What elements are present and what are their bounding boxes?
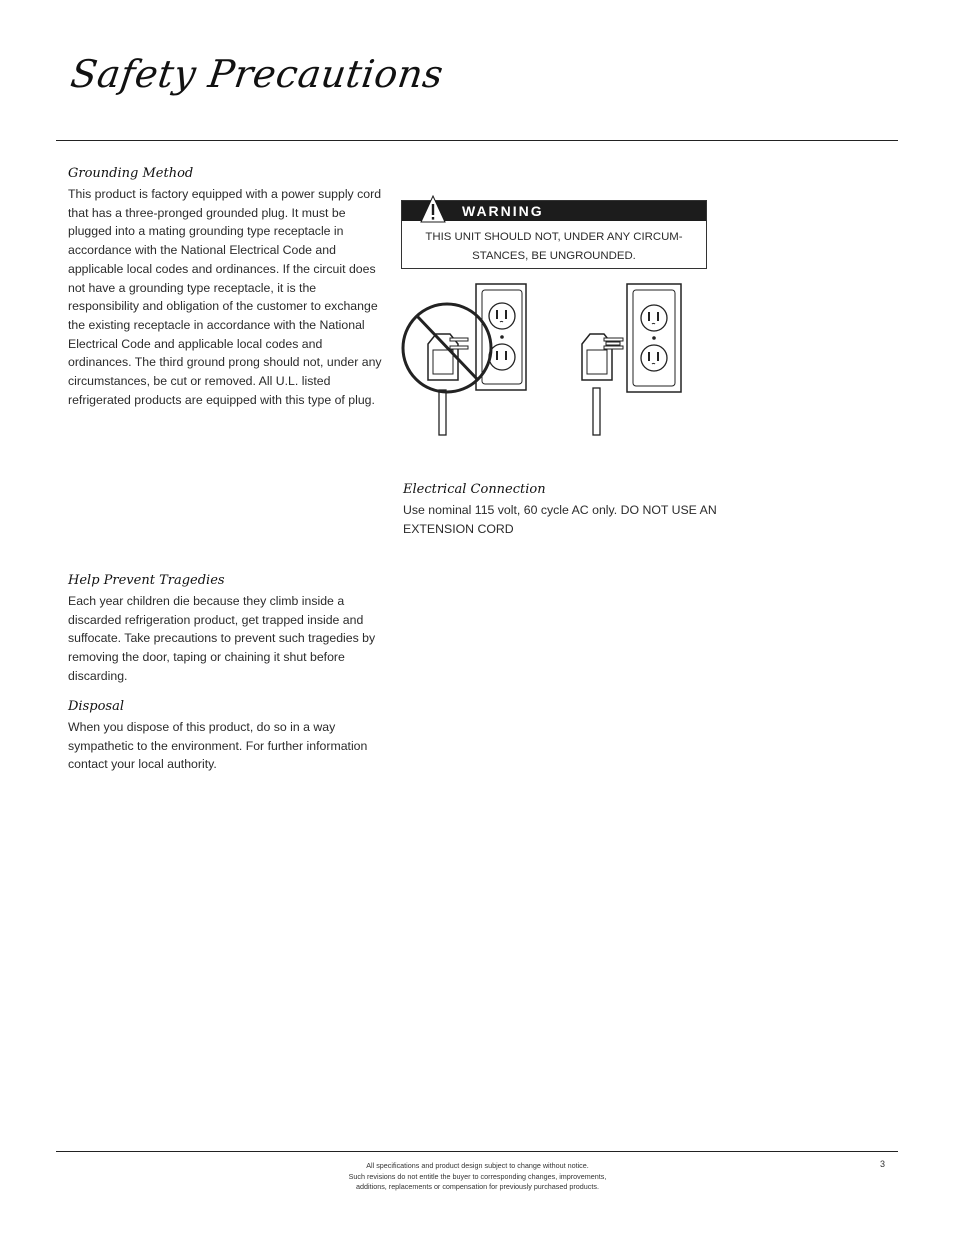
page-number: 3 [880, 1159, 886, 1169]
footer-line: Such revisions do not entitle the buyer to corresponding changes, improvements, [348, 1171, 607, 1181]
warning-box [401, 200, 707, 269]
help-prevent-tragedies-section [68, 573, 383, 686]
warning-label: WARNING [462, 203, 544, 219]
disposal-section [68, 699, 383, 774]
header-divider [56, 140, 898, 141]
plug-illustration [400, 280, 700, 445]
warning-text: THIS UNIT SHOULD NOT, UNDER ANY CIRCUM-STANCES, BE UNGROUNDED. [425, 231, 683, 262]
footer-divider [56, 1151, 898, 1152]
grounding-method-text: This product is factory equipped with a power supply cord that has a three-pronged grounded plug. It must be plugged into a mating grounding type receptacle in accordance with the National Electrical Code and applicable local codes and ordinances. If the circuit does not have a grounding type receptacle, it is the responsibility and obligation of the customer to exchange the existing receptacle in accordance with the National Electrical Code and applicable local codes and ordinances. The third ground prong should not, under any circumstances, be cut or removed. All U.L. listed refrigerated products are equipped with this type of plug. [68, 187, 382, 407]
disposal-heading: Disposal [68, 699, 124, 714]
grounding-method-section [68, 166, 383, 409]
exclamation-triangle-icon [420, 195, 446, 228]
grounding-method-heading: Grounding Method [68, 166, 194, 181]
footer-disclaimer [280, 1161, 675, 1193]
wall-outlet-icon [627, 284, 681, 392]
disposal-text: When you dispose of this product, do so in a way sympathetic to the environment. For further information contact your local authority. [68, 720, 368, 772]
electrical-connection-section [403, 482, 723, 538]
help-prevent-tragedies-text: Each year children die because they climb inside a discarded refrigeration product, get trapped inside and suffocate. Take precautions to prevent such tragedies by removing the door, taping or chaining it shut before discarding. [68, 594, 376, 683]
three-prong-plug-icon [582, 334, 623, 435]
electrical-connection-text: Use nominal 115 volt, 60 cycle AC only. DO NOT USE AN EXTENSION CORD [403, 503, 717, 536]
electrical-connection-heading: Electrical Connection [403, 482, 546, 497]
page-title: Safety Precautions [68, 52, 447, 96]
footer-line: additions, replacements or compensation for previously purchased products. [356, 1182, 599, 1191]
warning-header [402, 201, 706, 221]
help-prevent-tragedies-heading: Help Prevent Tragedies [68, 573, 225, 588]
footer-line: All specifications and product design subject to change without notice. [366, 1161, 589, 1170]
